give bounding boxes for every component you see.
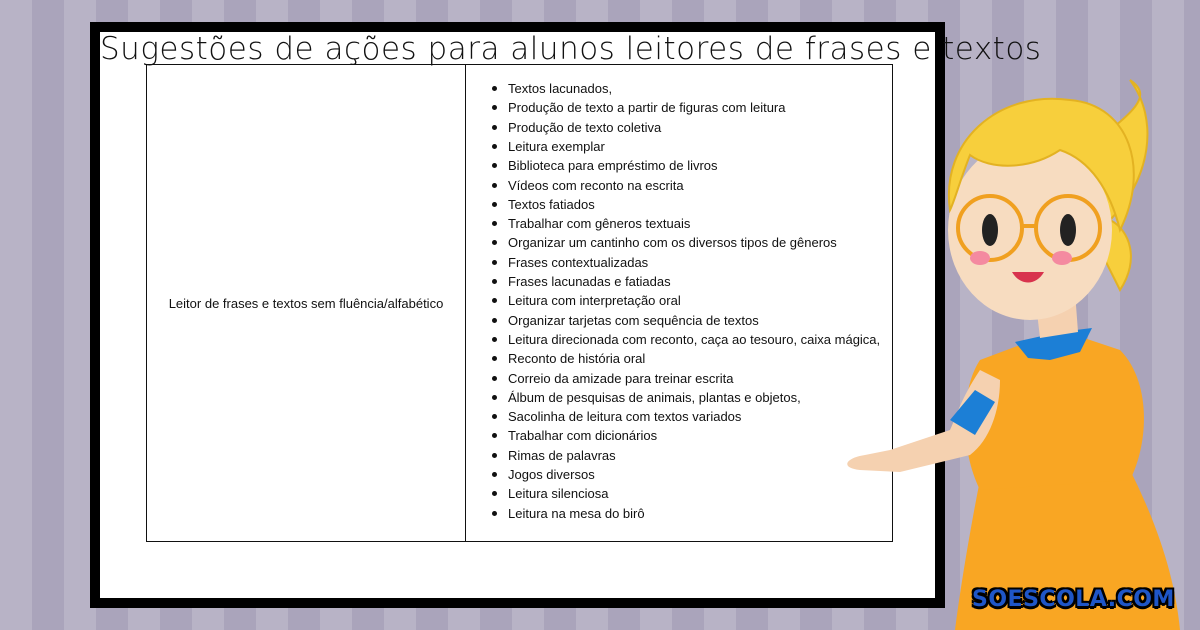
- bullet-icon: [492, 163, 497, 168]
- cheek-right: [1052, 251, 1072, 265]
- table-row: [147, 65, 893, 542]
- bullet-icon: [492, 105, 497, 110]
- bullet-icon: [492, 376, 497, 381]
- bullet-icon: [492, 337, 497, 342]
- bullet-icon: [492, 240, 497, 245]
- list-item-text: Álbum de pesquisas de animais, plantas e objetos,: [508, 389, 801, 405]
- list-item-text: Leitura silenciosa: [508, 486, 609, 502]
- cheek-left: [970, 251, 990, 265]
- bullet-icon: [492, 202, 497, 207]
- list-item-text: Vídeos com reconto na escrita: [508, 177, 684, 193]
- bullet-icon: [492, 298, 497, 303]
- bullet-icon: [492, 356, 497, 361]
- bullet-icon: [492, 472, 497, 477]
- bullet-icon: [492, 318, 497, 323]
- list-item-text: Reconto de história oral: [508, 351, 646, 367]
- list-item-text: Leitura direcionada com reconto, caça ao tesouro, caixa mágica,: [508, 331, 881, 347]
- bullet-icon: [492, 221, 497, 226]
- list-item-text: Jogos diversos: [508, 467, 595, 483]
- actions-list: [466, 79, 892, 523]
- list-item-text: Leitura na mesa do birô: [508, 505, 645, 521]
- bullet-icon: [492, 260, 497, 265]
- bullet-icon: [492, 395, 497, 400]
- bullet-icon: [492, 144, 497, 149]
- list-item-text: Produção de texto coletiva: [508, 119, 662, 135]
- bullet-icon: [492, 279, 497, 284]
- bullet-icon: [492, 511, 497, 516]
- list-item-text: Trabalhar com gêneros textuais: [508, 216, 691, 232]
- bullet-icon: [492, 414, 497, 419]
- list-item-text: Leitura com interpretação oral: [508, 293, 681, 309]
- page-title: Sugestões de ações para alunos leitores de frases e textos: [100, 31, 1042, 67]
- bullet-icon: [492, 125, 497, 130]
- teacher-illustration: [830, 60, 1200, 630]
- board-frame: [90, 22, 1042, 608]
- suggestions-table: [146, 64, 893, 542]
- actions-cell: [466, 65, 893, 542]
- bullet-icon: [492, 453, 497, 458]
- board-content: [100, 31, 1042, 598]
- reader-level-label: Leitor de frases e textos sem fluência/alfabético: [168, 295, 444, 311]
- list-item-text: Biblioteca para empréstimo de livros: [508, 158, 718, 174]
- eye-right: [1060, 214, 1076, 246]
- bullet-icon: [492, 86, 497, 91]
- list-item-text: Organizar tarjetas com sequência de textos: [508, 312, 759, 328]
- list-item-text: Frases lacunadas e fatiadas: [508, 274, 671, 290]
- list-item-text: Correio da amizade para treinar escrita: [508, 370, 734, 386]
- list-item-text: Sacolinha de leitura com textos variados: [508, 409, 742, 425]
- list-item-text: Textos lacunados,: [508, 81, 613, 97]
- bullet-icon: [492, 491, 497, 496]
- reader-level-cell: [147, 65, 466, 542]
- bullet-icon: [492, 433, 497, 438]
- list-item-text: Trabalhar com dicionários: [508, 428, 658, 444]
- eye-left: [982, 214, 998, 246]
- list-item-text: Frases contextualizadas: [508, 254, 649, 270]
- soescola-logo[interactable]: SOESCOLA.COM: [972, 587, 1175, 612]
- list-item-text: Leitura exemplar: [508, 138, 605, 154]
- list-item-text: Produção de texto a partir de figuras com leitura: [508, 100, 786, 116]
- list-item-text: Textos fatiados: [508, 196, 595, 212]
- list-item-text: Rimas de palavras: [508, 447, 616, 463]
- list-item-text: Organizar um cantinho com os diversos tipos de gêneros: [508, 235, 837, 251]
- bullet-icon: [492, 183, 497, 188]
